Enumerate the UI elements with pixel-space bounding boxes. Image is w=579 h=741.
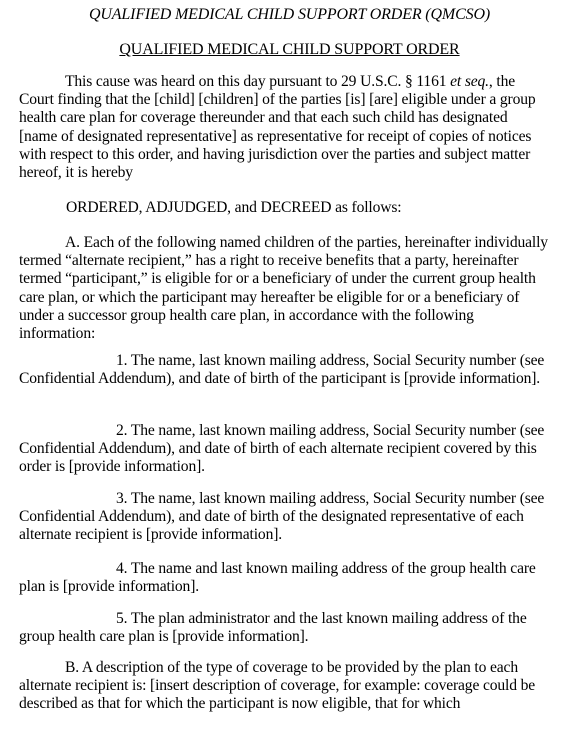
intro-text-start: This cause was heard on this day pursuant to 29 U.S.C. § 1161 bbox=[65, 73, 451, 90]
intro-text-end: , the Court finding that the [child] [children] of the parties [is] [are] eligible under a group health care plan for coverage thereunder and that each such child has designated [name of designated representative] as representative for receipt of copies of notices with respect to this order, and having jurisdiction over the parties and subject matter hereof, it is hereby bbox=[19, 73, 536, 182]
list-item-4: 4. The name and last known mailing address of the group health care plan is [provide information]. bbox=[19, 560, 536, 596]
ordered-paragraph: ORDERED, ADJUDGED, and DECREED as follows: bbox=[66, 199, 402, 216]
document-header-title: QUALIFIED MEDICAL CHILD SUPPORT ORDER (QMCSO) bbox=[88, 6, 491, 23]
intro-italic-et-seq: et seq. bbox=[450, 73, 489, 90]
section-a-paragraph: A. Each of the following named children of the parties, hereinafter individually termed “alternate recipient,” has a right to receive benefits that a party, hereinafter termed “participant,” is eligible for or a beneficiary of under the current group health care plan, or which the participant may hereafter be eligible for or a beneficiary of under a successor group health care plan, in accordance with the following information: bbox=[19, 234, 548, 343]
list-item-3: 3. The name, last known mailing address, Social Security number (see Confidential Addendum), and date of birth of the designated representative of each alternate recipient is [provide information]. bbox=[19, 490, 545, 544]
intro-paragraph bbox=[19, 73, 549, 182]
order-title: QUALIFIED MEDICAL CHILD SUPPORT ORDER bbox=[119, 41, 460, 58]
list-item-1: 1. The name, last known mailing address, Social Security number (see Confidential Addendum), and date of birth of the participant is [provide information]. bbox=[19, 352, 545, 388]
list-item-2: 2. The name, last known mailing address, Social Security number (see Confidential Addendum), and date of birth of each alternate recipient covered by this order is [provide information]. bbox=[19, 422, 545, 476]
section-b-paragraph: B. A description of the type of coverage to be provided by the plan to each alternate recipient is: [insert description of coverage, for example: coverage could be described as that for which the participant is now eligible, that for which bbox=[19, 659, 536, 713]
list-item-5: 5. The plan administrator and the last known mailing address of the group health care plan is [provide information]. bbox=[19, 610, 527, 646]
